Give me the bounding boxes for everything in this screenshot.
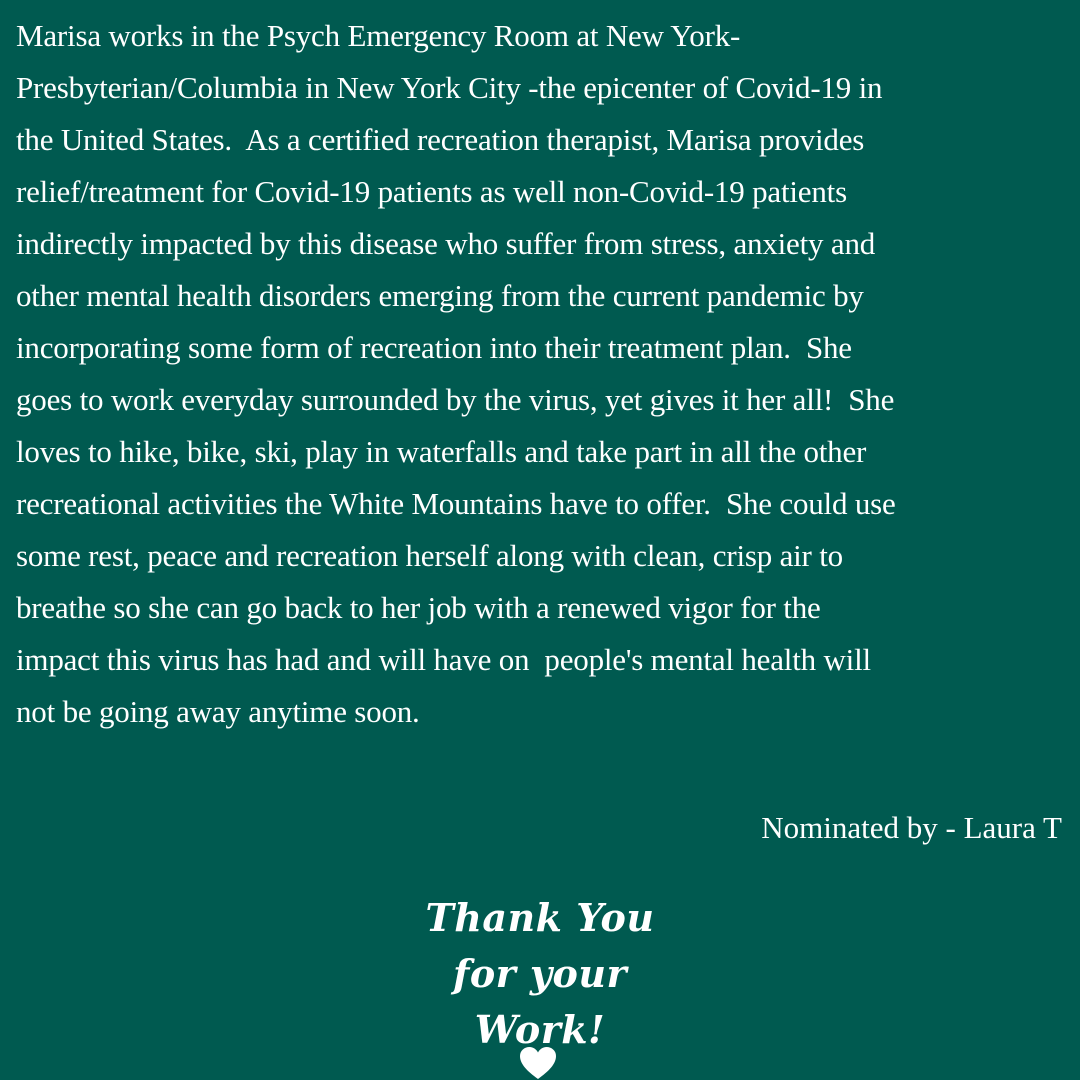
- text-line: loves to hike, bike, ski, play in waterfalls and take part in all the other: [16, 434, 867, 469]
- text-line: some rest, peace and recreation herself along with clean, crisp air to: [16, 538, 843, 573]
- text-line: recreational activities the White Mountains have to offer. She could use: [16, 486, 896, 521]
- thank-you-line: Work!: [474, 1007, 606, 1052]
- text-line: relief/treatment for Covid-19 patients as well non-Covid-19 patients: [16, 174, 847, 209]
- nominated-by: Nominated by - Laura T: [761, 810, 1062, 845]
- text-line: impact this virus has had and will have on people's mental health will: [16, 642, 871, 677]
- text-line: goes to work everyday surrounded by the virus, yet gives it her all! She: [16, 382, 895, 417]
- text-line: Presbyterian/Columbia in New York City -the epicenter of Covid-19 in: [16, 70, 883, 105]
- text-line: indirectly impacted by this disease who suffer from stress, anxiety and: [16, 226, 876, 261]
- nomination-text: [16, 10, 1076, 738]
- heart-icon: [519, 1046, 557, 1080]
- thank-you-line: Thank You: [425, 895, 655, 940]
- text-line: breathe so she can go back to her job with a renewed vigor for the: [16, 590, 821, 625]
- text-line: the United States. As a certified recreation therapist, Marisa provides: [16, 122, 865, 157]
- thank-you-message: [0, 890, 1080, 1058]
- text-line: incorporating some form of recreation into their treatment plan. She: [16, 330, 852, 365]
- thank-you-line: for your: [452, 951, 628, 996]
- text-line: Marisa works in the Psych Emergency Room at New York-: [16, 18, 741, 53]
- text-line: not be going away anytime soon.: [16, 694, 420, 729]
- text-line: other mental health disorders emerging from the current pandemic by: [16, 278, 864, 313]
